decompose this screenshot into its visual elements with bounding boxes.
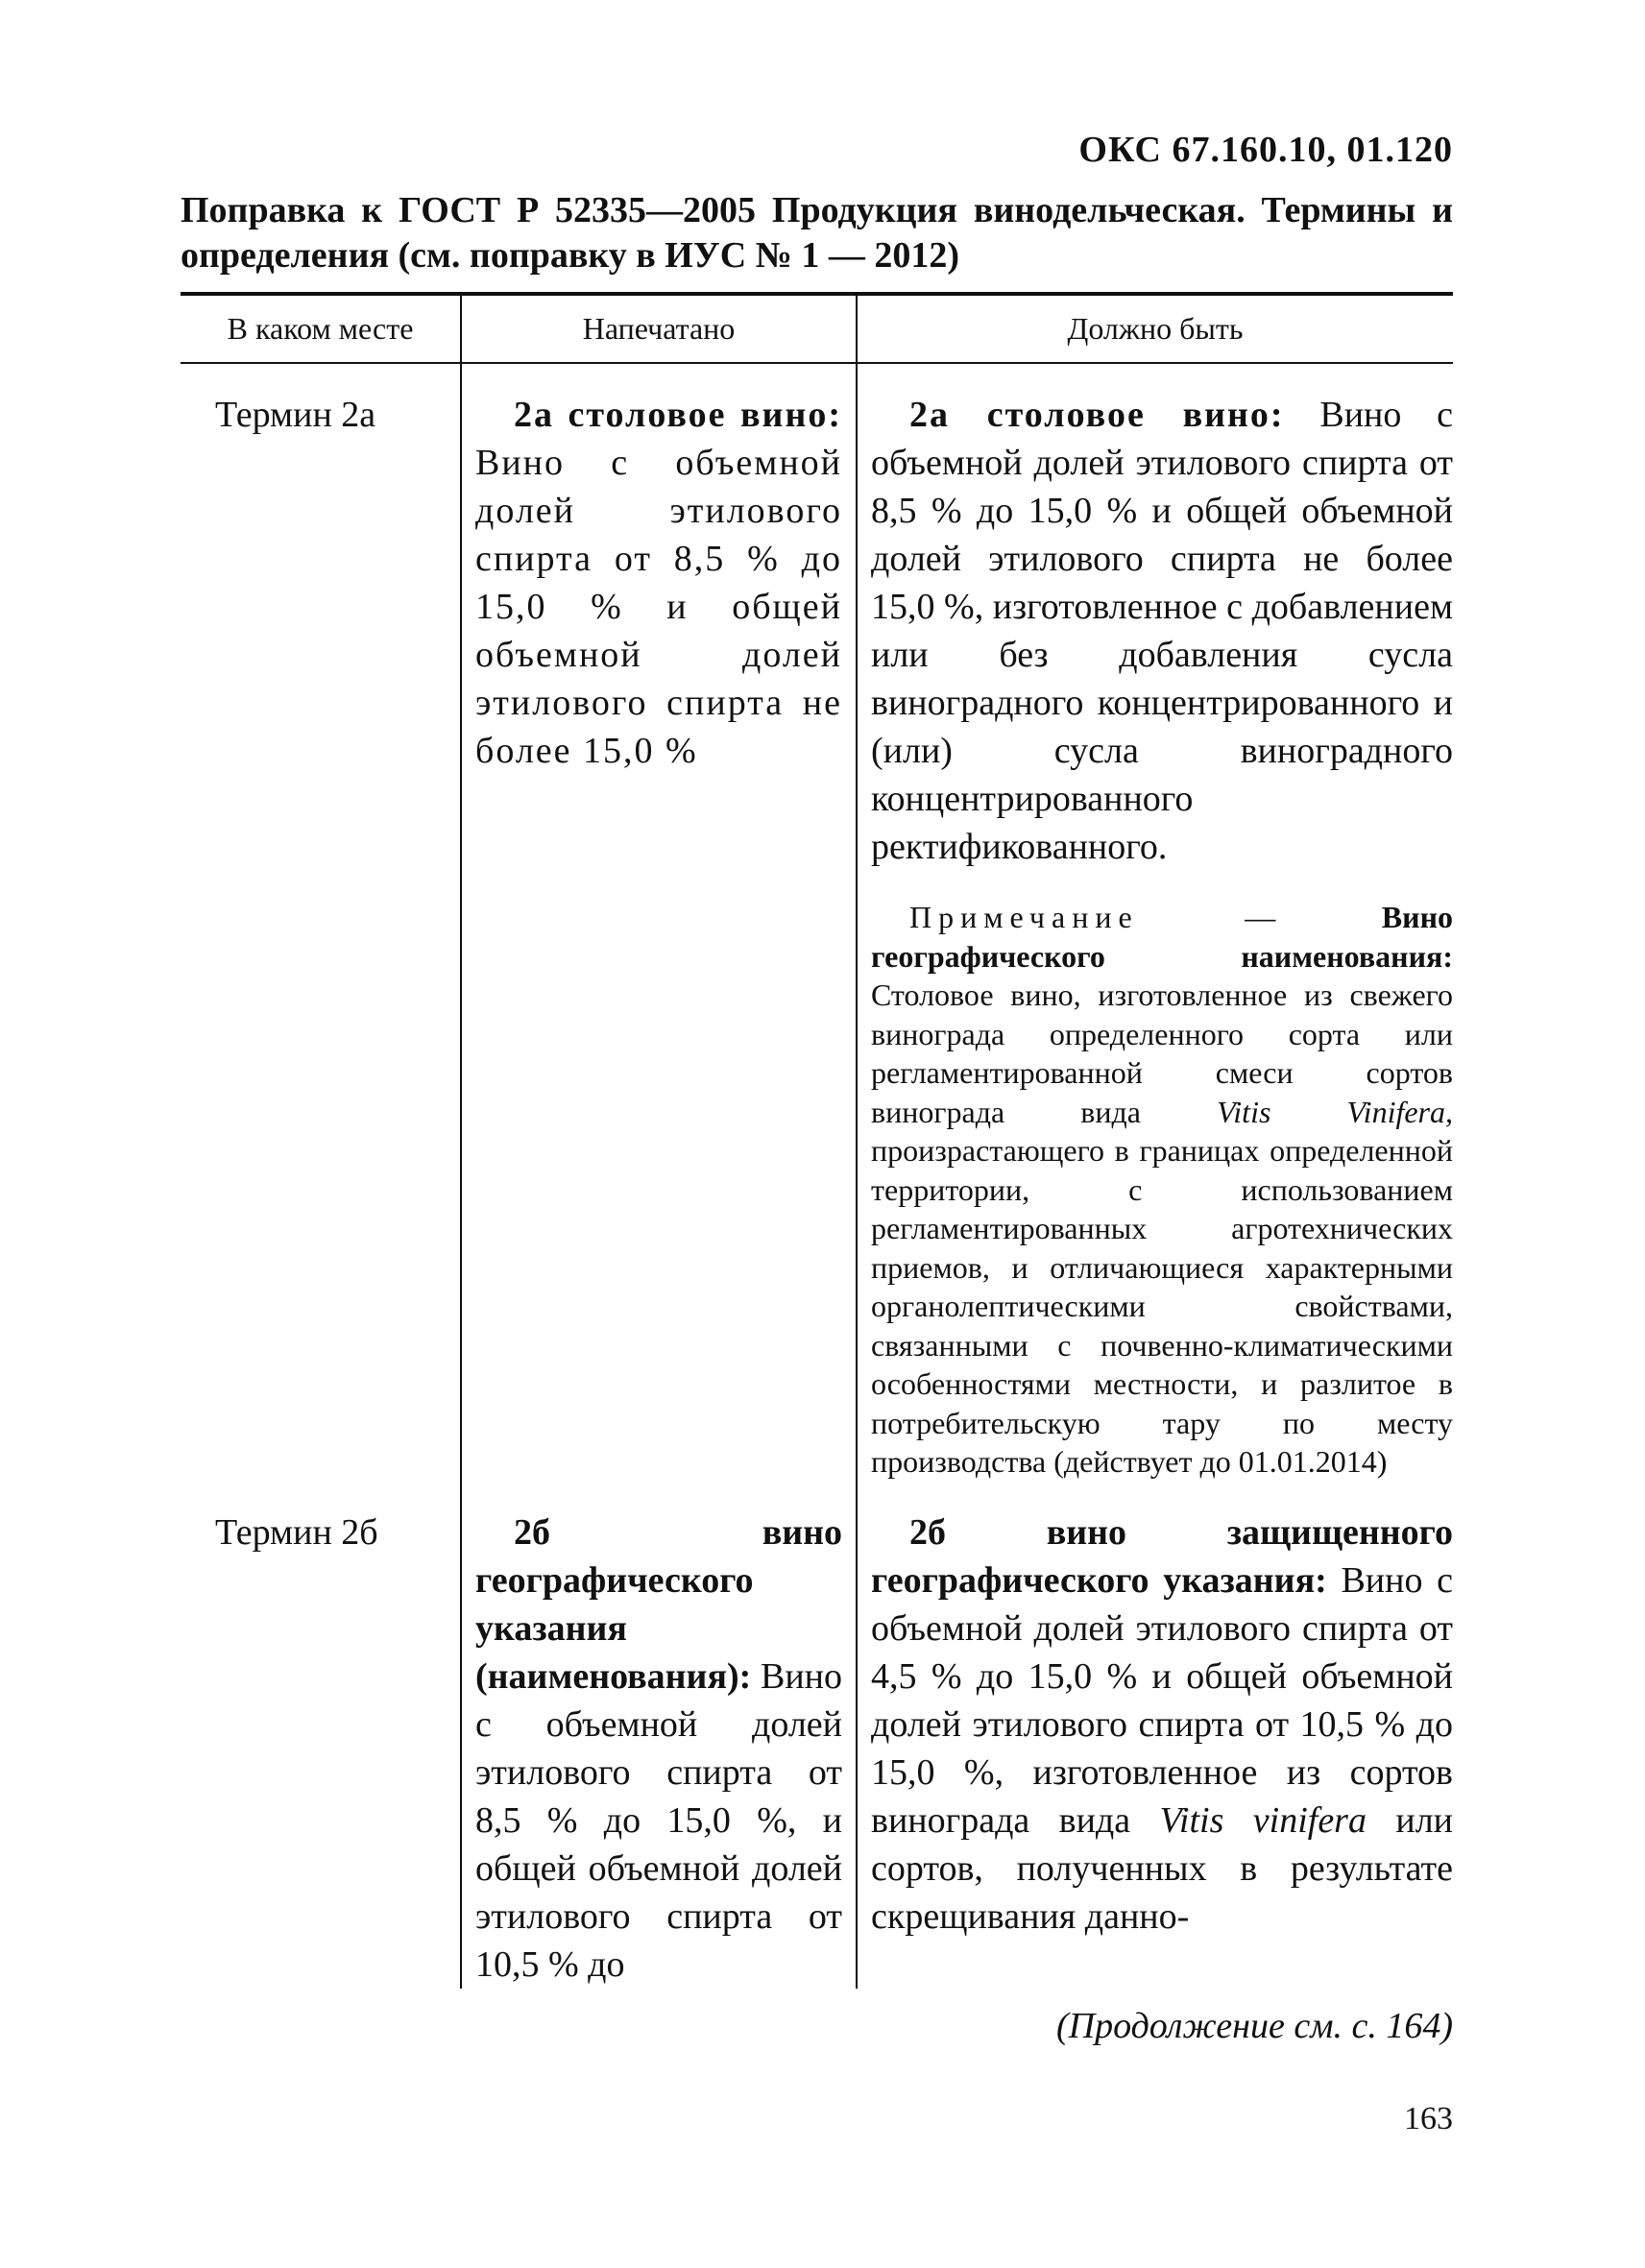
row-spacer [181,1482,1453,1495]
correct-definition-part-2: или сортов, полученных в результате скрещивания данно- [871,1799,1453,1937]
page-number: 163 [1404,2101,1453,2136]
note-species: Vitis Vinifera, [1217,1094,1454,1129]
correct-cell [857,363,1453,1482]
note-label: Примечание — [909,900,1283,934]
correct-definition: Вино с объемной долей этилового спирта от 8,5 % до 15,0 % и общей объемной долей этилового спирта не более 15,0 %, изготовленное с добавлением или без добавления сусла виноградного концентрированного и (или) сусла виноградного концентрированного ректификованного. [871,395,1454,867]
table-row [181,1495,1453,1989]
amendment-table [181,292,1453,1989]
column-header-place: В каком месте [181,294,461,363]
correct-text [871,391,1453,871]
row-place: Термин 2б [215,1511,378,1553]
note [871,898,1453,1482]
note-term: Вино географического наименования: [871,900,1454,974]
printed-definition: Вино с объемной долей этилового спирта от 8,5 % до 15,0 % и общей объемной долей этилового спирта не более 15,0 % [475,443,842,771]
correct-text [871,1508,1453,1941]
table-row [181,363,1453,1482]
printed-definition: Вино с объемной долей этилового спирта от 8,5 % до 15,0 %, и общей объемной долей этилового спирта от 10,5 % до [475,1655,842,1985]
correct-cell [857,1495,1453,1989]
correct-species: Vitis vinifera [1159,1799,1367,1841]
printed-term: 2а столовое вино: [514,395,842,435]
printed-cell [461,1495,857,1989]
document-title: Поправка к ГОСТ Р 52335—2005 Продукция винодельческая. Термины и определения (см. поправку в ИУС № 1 — 2012) [181,190,1453,276]
row-place-cell [181,363,461,1482]
row-place-cell [181,1495,461,1989]
row-place: Термин 2а [215,395,376,435]
printed-cell [461,363,857,1482]
column-header-printed: Напечатано [461,294,857,363]
note-text-part-1: Столовое вино, изготовленное из свежего винограда определенного сорта или регламентированной смеси сортов винограда вида [871,977,1453,1129]
correct-definition-part-1: Вино с объемной долей этилового спирта от 4,5 % до 15,0 % и общей объемной долей этилового спирта от 10,5 % до 15,0 %, изготовленное из сортов винограда вида [871,1559,1453,1841]
table-header-row [181,294,1453,363]
printed-text [475,1508,842,1989]
classification-code: ОКС 67.160.10, 01.120 [1078,130,1453,170]
printed-term: 2б вино географического указания (наименования): [475,1511,842,1697]
correct-term: 2б вино защищенного географического указания: [871,1511,1453,1601]
column-header-correct: Должно быть [857,294,1453,363]
correct-term: 2а столовое вино: [909,395,1285,435]
printed-text [475,391,842,775]
continuation-note: (Продолжение см. с. 164) [1055,2006,1453,2046]
note-text-part-2: произрастающего в границах определенной территории, с использованием регламентированных агротехнических приемов, и отличающиеся характерными органолептическими свойствами, связанными с почвенно-климатическими особенностями местности, и разлитое в потребительскую тару по месту производства (действует до 01.01.2014) [871,1133,1453,1479]
